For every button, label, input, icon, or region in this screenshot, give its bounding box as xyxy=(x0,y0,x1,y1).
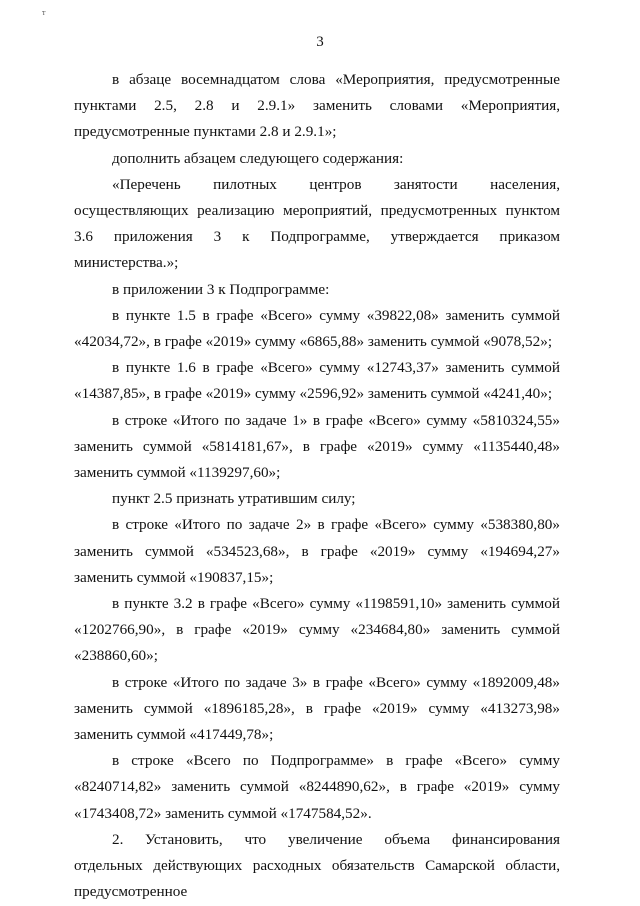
paragraph-5: в пункте 1.5 в графе «Всего» сумму «39822,08» заменить суммой «42034,72», в графе «2019» сумму «6865,88» заменить суммой «9078,52»; xyxy=(74,306,560,351)
scan-mark: т xyxy=(42,8,46,17)
paragraph-8: пункт 2.5 признать утратившим силу; xyxy=(112,490,356,508)
paragraph-12: в строке «Всего по Подпрограмме» в графе «Всего» сумму «8240714,82» заменить суммой «8244890,62», в графе «2019» сумму «1743408,72» заменить суммой «1747584,52». xyxy=(74,752,560,822)
paragraph-4: в приложении 3 к Подпрограмме: xyxy=(112,280,330,298)
paragraph-7: в строке «Итого по задаче 1» в графе «Всего» сумму «5810324,55» заменить суммой «5814181,67», в графе «2019» сумму «1135440,48» заменить суммой «1139297,60»; xyxy=(74,411,560,482)
paragraph-11: в строке «Итого по задаче 3» в графе «Всего» сумму «1892009,48» заменить суммой «1896185,28», в графе «2019» сумму «413273,98» заменить суммой «417449,78»; xyxy=(74,673,560,744)
paragraph-2: дополнить абзацем следующего содержания: xyxy=(112,149,404,167)
paragraph-1: в абзаце восемнадцатом слова «Мероприятия, предусмотренные пунктами 2.5, 2.8 и 2.9.1» заменить словами «Мероприятия, предусмотренные пунктами 2.8 и 2.9.1»; xyxy=(74,71,560,141)
page-number: 3 xyxy=(316,34,324,50)
paragraph-3: «Перечень пилотных центров занятости населения, осуществляющих реализацию мероприятий, предусмотренных пунктом 3.6 приложения 3 к Подпрограмме, утверждается приказом министерства.»; xyxy=(74,175,560,272)
paragraph-10: в пункте 3.2 в графе «Всего» сумму «1198591,10» заменить суммой «1202766,90», в графе «2019» сумму «234684,80» заменить суммой «238860,60»; xyxy=(74,595,560,665)
numbered-paragraph-text: Установить, что увеличение объема финансирования отдельных действующих расходных обязательств Самарской области, предусмотренное xyxy=(74,830,560,901)
paragraph-9: в строке «Итого по задаче 2» в графе «Всего» сумму «538380,80» заменить суммой «534523,68», в графе «2019» сумму «194694,27» заменить суммой «190837,15»; xyxy=(74,516,560,586)
document-body xyxy=(74,67,560,906)
numbered-paragraph-2 xyxy=(74,827,560,906)
paragraph-6: в пункте 1.6 в графе «Всего» сумму «12743,37» заменить суммой «14387,85», в графе «2019» сумму «2596,92» заменить суммой «4241,40»; xyxy=(74,359,560,403)
paragraph-number: 2. xyxy=(112,830,124,848)
